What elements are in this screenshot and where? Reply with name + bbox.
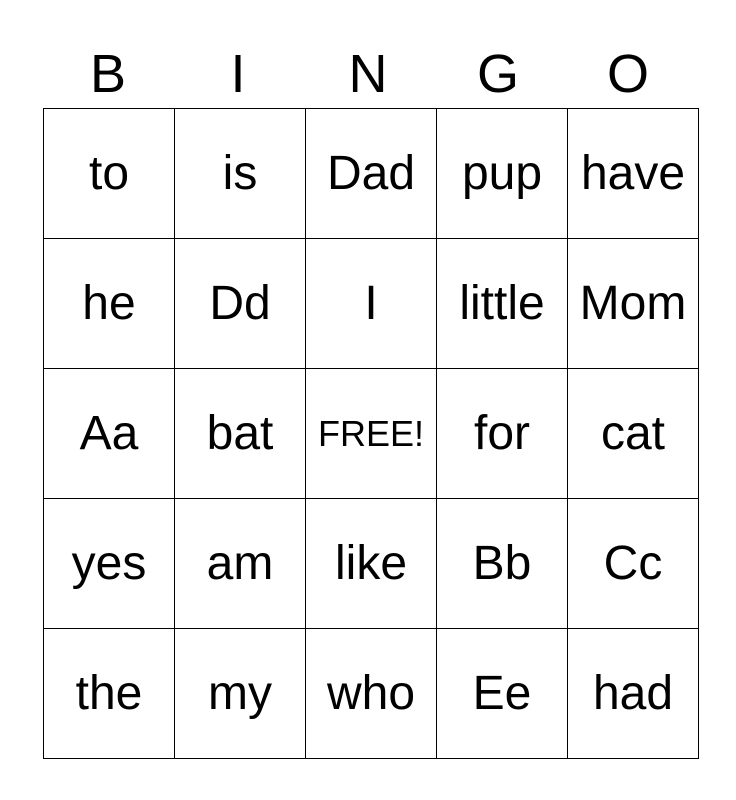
bingo-row: [44, 369, 699, 499]
bingo-cell[interactable]: little: [437, 239, 568, 369]
bingo-cell[interactable]: he: [44, 239, 175, 369]
bingo-cell[interactable]: pup: [437, 109, 568, 239]
bingo-header: [43, 40, 693, 108]
bingo-cell[interactable]: Mom: [568, 239, 699, 369]
bingo-cell[interactable]: Dad: [306, 109, 437, 239]
header-letter-o: O: [606, 44, 649, 104]
bingo-cell[interactable]: have: [568, 109, 699, 239]
bingo-cell[interactable]: is: [175, 109, 306, 239]
bingo-cell[interactable]: I: [306, 239, 437, 369]
bingo-cell[interactable]: Aa: [44, 369, 175, 499]
bingo-row: [44, 109, 699, 239]
free-space-cell[interactable]: FREE!: [306, 369, 437, 499]
bingo-cell[interactable]: bat: [175, 369, 306, 499]
bingo-cell[interactable]: Cc: [568, 499, 699, 629]
bingo-cell[interactable]: am: [175, 499, 306, 629]
bingo-cell[interactable]: Ee: [437, 629, 568, 759]
bingo-row: [44, 239, 699, 369]
bingo-cell[interactable]: my: [175, 629, 306, 759]
bingo-cell[interactable]: the: [44, 629, 175, 759]
bingo-cell[interactable]: cat: [568, 369, 699, 499]
bingo-cell[interactable]: like: [306, 499, 437, 629]
bingo-row: [44, 629, 699, 759]
header-letter-n: N: [348, 44, 388, 104]
header-letter-b: B: [89, 44, 127, 104]
bingo-row: [44, 499, 699, 629]
bingo-cell[interactable]: who: [306, 629, 437, 759]
header-letter-i: I: [230, 44, 246, 104]
bingo-cell[interactable]: Dd: [175, 239, 306, 369]
bingo-cell[interactable]: Bb: [437, 499, 568, 629]
bingo-cell[interactable]: for: [437, 369, 568, 499]
bingo-card-grid: [43, 108, 699, 759]
bingo-cell[interactable]: had: [568, 629, 699, 759]
bingo-cell[interactable]: to: [44, 109, 175, 239]
header-letter-g: G: [476, 44, 519, 104]
bingo-cell[interactable]: yes: [44, 499, 175, 629]
